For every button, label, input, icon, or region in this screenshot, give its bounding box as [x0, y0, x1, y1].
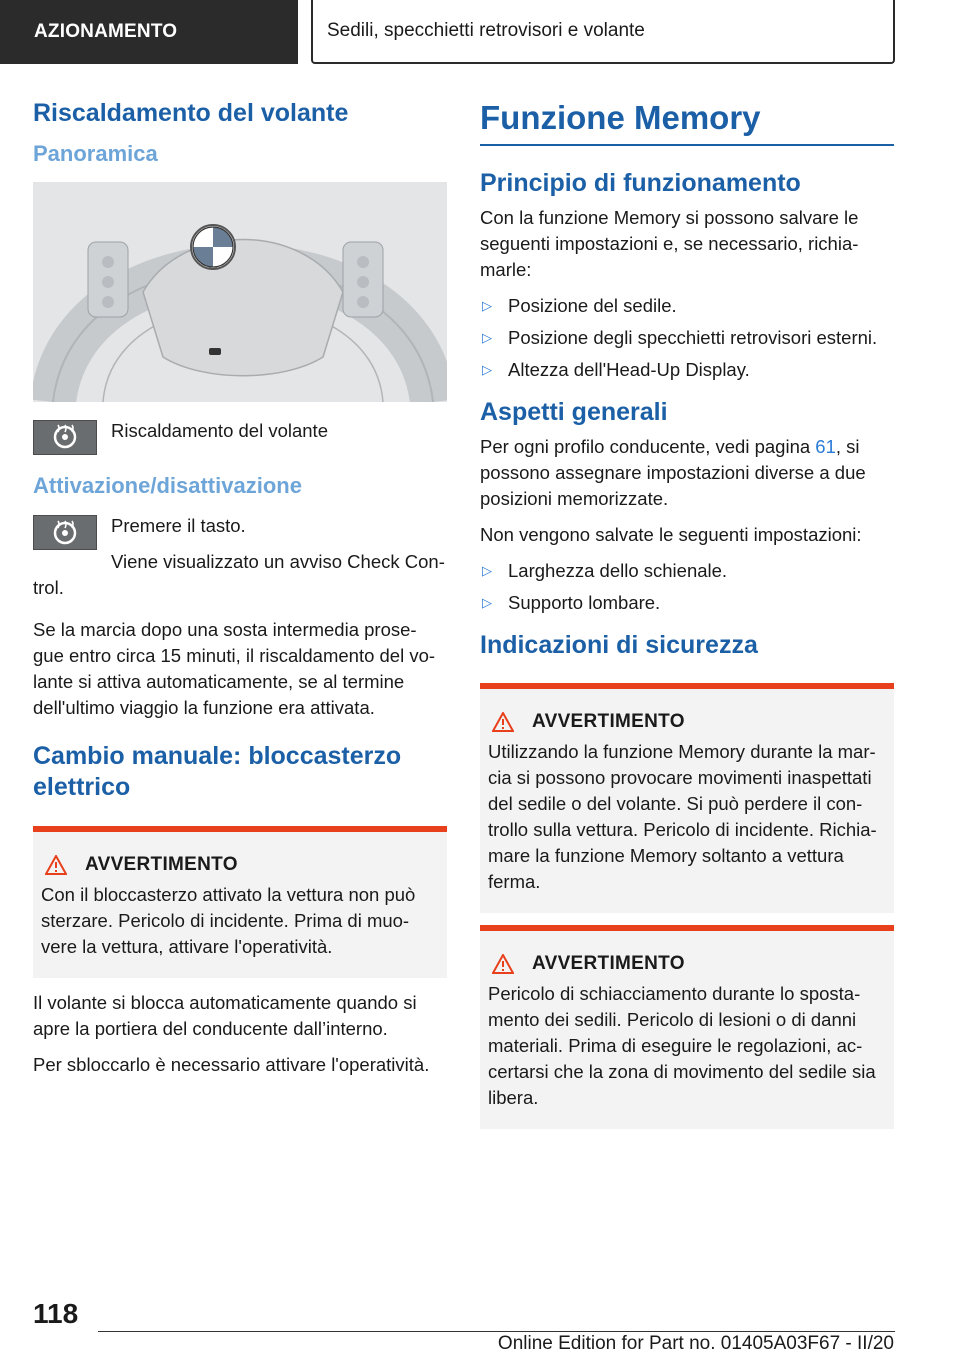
memory-function-heading: Funzione Memory [480, 98, 894, 146]
heating-button-caption-row [33, 418, 447, 455]
header-section-label: AZIONAMENTO [34, 21, 178, 42]
steering-wheel-illustration [33, 182, 447, 402]
list-item: ▷ Larghezza dello schienale. [480, 558, 894, 584]
safety-heading: Indicazioni di sicurezza [480, 631, 758, 660]
heated-steering-wheel-icon [33, 515, 97, 550]
bullet-triangle-icon: ▷ [482, 361, 492, 377]
warning-triangle-icon [492, 954, 514, 974]
principle-text: Con la funzione Memory si possono salvare le seguenti impostazioni e, se necessario, richia-marle: [480, 206, 859, 280]
lock-release-text: Per sbloccarlo è necessario attivare l'operatività. [33, 1053, 430, 1075]
bullet-triangle-icon: ▷ [482, 563, 492, 579]
warning-text: Pericolo di schiacciamento durante lo sposta-mento dei sedili. Pericolo di lesioni o di danni materiali. Prima di eseguire le regolazioni, ac-certarsi che la zona di movimento del sedile sia libera. [488, 983, 876, 1109]
general-text: Per ogni profilo conducente, vedi pagina 61, si possono assegnare impostazioni diverse a due posizioni memorizzate. [480, 436, 866, 510]
activation-auto-text: Se la marcia dopo una sosta intermedia prose-gue entro circa 15 minuti, il riscaldamento del vo-lante si attiva automaticamente, se al termine dell'ultimo viaggio la funzione era attivata. [33, 619, 436, 719]
memory-driving-warning [480, 683, 894, 913]
bullet-triangle-icon: ▷ [482, 297, 492, 313]
general-heading: Aspetti generali [480, 397, 668, 426]
list-item: ▷ Posizione del sedile. [480, 293, 894, 319]
principle-list [480, 293, 894, 383]
list-item: ▷ Altezza dell'Head-Up Display. [480, 357, 894, 383]
footer-edition: Online Edition for Part no. 01405A03F67 - II/20 [497, 1333, 894, 1354]
warning-label: AVVERTIMENTO [85, 853, 238, 875]
warning-label: AVVERTIMENTO [532, 711, 685, 733]
list-item: ▷ Posizione degli specchietti retrovisori esterni. [480, 325, 894, 351]
list-item: ▷ Supporto lombare. [480, 590, 894, 616]
footer-divider [98, 1331, 895, 1332]
not-saved-list [480, 558, 894, 616]
warning-triangle-icon [492, 712, 514, 732]
activation-step: Premere il tasto. [111, 515, 246, 537]
bullet-triangle-icon: ▷ [482, 329, 492, 345]
heating-button-caption: Riscaldamento del volante [111, 419, 328, 441]
overview-heading: Panoramica [33, 141, 158, 167]
steering-lock-heading: Cambio manuale: bloccasterzo elettrico [33, 742, 402, 802]
left-column [33, 98, 447, 1088]
heated-steering-wheel-icon [33, 420, 97, 455]
bullet-triangle-icon: ▷ [482, 595, 492, 611]
header-section-tab [0, 0, 298, 64]
seat-crush-warning [480, 925, 894, 1129]
warning-text: Utilizzando la funzione Memory durante la mar-cia si possono provocare movimenti inaspettati del sedile o del volante. Si può perdere il con-trollo sulla vettura. Pericolo di incidente. Richia-mare la funzione Memory soltanto a vettura ferma. [488, 741, 877, 893]
activation-check-control: Viene visualizzato un avviso Check Con-trol. [33, 551, 445, 599]
steering-lock-warning [33, 826, 447, 978]
warning-triangle-icon [45, 855, 67, 875]
steering-wheel-icon [33, 182, 447, 402]
activation-heading: Attivazione/disattivazione [33, 472, 302, 498]
not-saved-text: Non vengono salvate le seguenti impostazioni: [480, 524, 862, 546]
warning-text: Con il bloccasterzo attivato la vettura non può sterzare. Pericolo di incidente. Prima di muo-vere la vettura, attivare l'operatività. [41, 883, 416, 957]
page-number: 118 [33, 1298, 79, 1329]
header-chapter-label: Sedili, specchietti retrovisori e volante [327, 20, 645, 41]
lock-auto-text: Il volante si blocca automaticamente quando si apre la portiera del conducente dall’interno. [33, 991, 417, 1039]
page-reference-link[interactable]: 61 [815, 436, 836, 458]
warning-label: AVVERTIMENTO [532, 953, 685, 975]
principle-heading: Principio di funzionamento [480, 168, 801, 197]
steering-heating-heading: Riscaldamento del volante [33, 99, 349, 127]
activation-block [33, 513, 447, 721]
right-column [480, 98, 894, 1141]
header-chapter-tab [311, 0, 895, 64]
